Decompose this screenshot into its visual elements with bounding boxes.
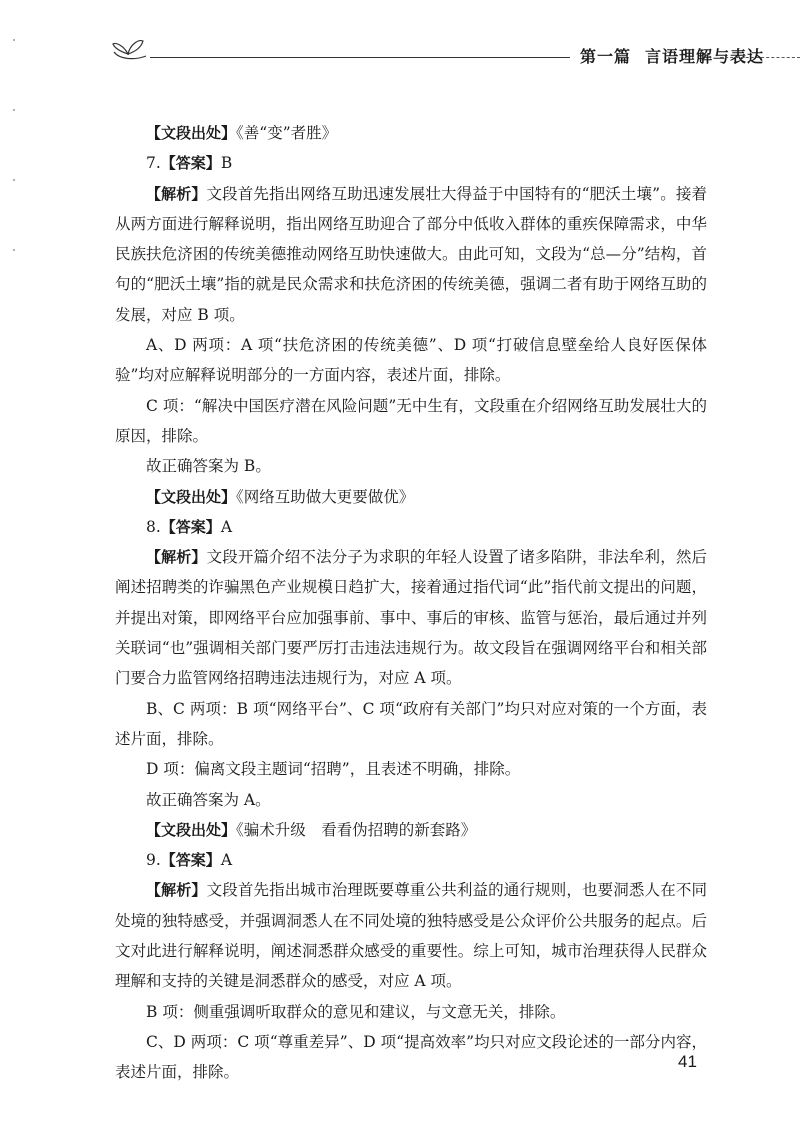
header-part: 第一篇 — [580, 47, 632, 66]
header-rule — [150, 57, 570, 58]
analysis-paragraph: 【解析】文段首先指出网络互助迅速发展壮大得益于中国特有的“肥沃土壤”。接着从两方面进行解释说明，指出网络互助迎合了部分中低收入群体的重疾保障需求，中华民族扶危济困的传统美德推动网络互助快速做大。由此可知，文段为“总—分”结构，首句的“肥沃土壤”指的就是民众需求和扶危济困的传统美德，强调二者有助于网络互助的发展，对应 B 项。 — [115, 184, 707, 324]
source-label: 【文段出处】 — [146, 124, 237, 142]
option-paragraph: B、C 两项：B 项“网络平台”、C 项“政府有关部门”均只对应对策的一个方面，表述片面，排除。 — [115, 699, 707, 748]
option-paragraph: C、D 两项：C 项“尊重差异”、D 项“提高效率”均只对应文段论述的一部分内容，表述片面，排除。 — [115, 1032, 707, 1082]
source-label: 【文段出处】 — [146, 820, 237, 839]
analysis-label: 【解析】 — [146, 184, 207, 203]
option-paragraph: A、D 两项：A 项“扶危济困的传统美德”、D 项“打破信息壁垒给人良好医保体验”均对应解释说明部分的一方面内容，表述片面，排除。 — [115, 336, 707, 385]
answer-line: 8.【答案】A — [146, 517, 233, 536]
source-line: 【文段出处】《善“变”者胜》 — [146, 124, 338, 142]
answer-line: 9.【答案】A — [146, 851, 233, 870]
page-number: 41 — [678, 1052, 697, 1071]
conclusion-line: 故正确答案为 A。 — [146, 790, 271, 809]
header-section: 言语理解与表达 — [645, 47, 765, 66]
header-dashed-rule — [720, 57, 800, 58]
analysis-paragraph: 【解析】文段开篇介绍不法分子为求职的年轻人设置了诸多陷阱，非法牟利，然后阐述招聘类的诈骗黑色产业规模日趋扩大，接着通过指代词“此”指代前文提出的问题，并提出对策，即网络平台应加强事前、事中、事后的审核、监管与惩治，最后通过并列关联词“也”强调相关部门要严厉打击违法违规行为。故文段旨在强调网络平台和相关部门要合力监管网络招聘违法违规行为，对应 A 项。 — [115, 548, 707, 688]
conclusion-line: 故正确答案为 B。 — [146, 457, 271, 476]
header-title — [580, 44, 764, 67]
option-paragraph: B 项：侧重强调听取群众的意见和建议，与文意无关，排除。 — [146, 1002, 566, 1021]
source-line: 【文段出处】《骗术升级 看看伪招聘的新套路》 — [146, 820, 477, 839]
answer-label: 【答案】 — [160, 154, 221, 173]
margin-marks — [10, 30, 18, 274]
page-header — [110, 30, 800, 70]
answer-line: 7.【答案】B — [146, 154, 233, 173]
answer-label: 【答案】 — [160, 851, 221, 870]
option-paragraph: D 项：偏离文段主题词“招聘”，且表述不明确，排除。 — [146, 760, 521, 779]
analysis-label: 【解析】 — [146, 881, 207, 900]
answer-label: 【答案】 — [160, 517, 221, 536]
analysis-paragraph: 【解析】文段首先指出城市治理既要尊重公共利益的通行规则，也要洞悉人在不同处境的独特感受，并强调洞悉人在不同处境的独特感受是公众评价公共服务的起点。后文对此进行解释说明，阐述洞悉群众感受的重要性。综上可知，城市治理获得人民群众理解和支持的关键是洞悉群众的感受，对应 A 项。 — [115, 881, 707, 991]
option-paragraph: C 项：“解决中国医疗潜在风险问题”无中生有，文段重在介绍网络互助发展壮大的原因，排除。 — [115, 396, 707, 445]
page-body — [115, 118, 707, 1088]
sprout-icon — [110, 30, 150, 66]
analysis-label: 【解析】 — [146, 548, 207, 567]
source-label: 【文段出处】 — [146, 487, 237, 506]
source-line: 【文段出处】《网络互助做大更要做优》 — [146, 487, 415, 506]
